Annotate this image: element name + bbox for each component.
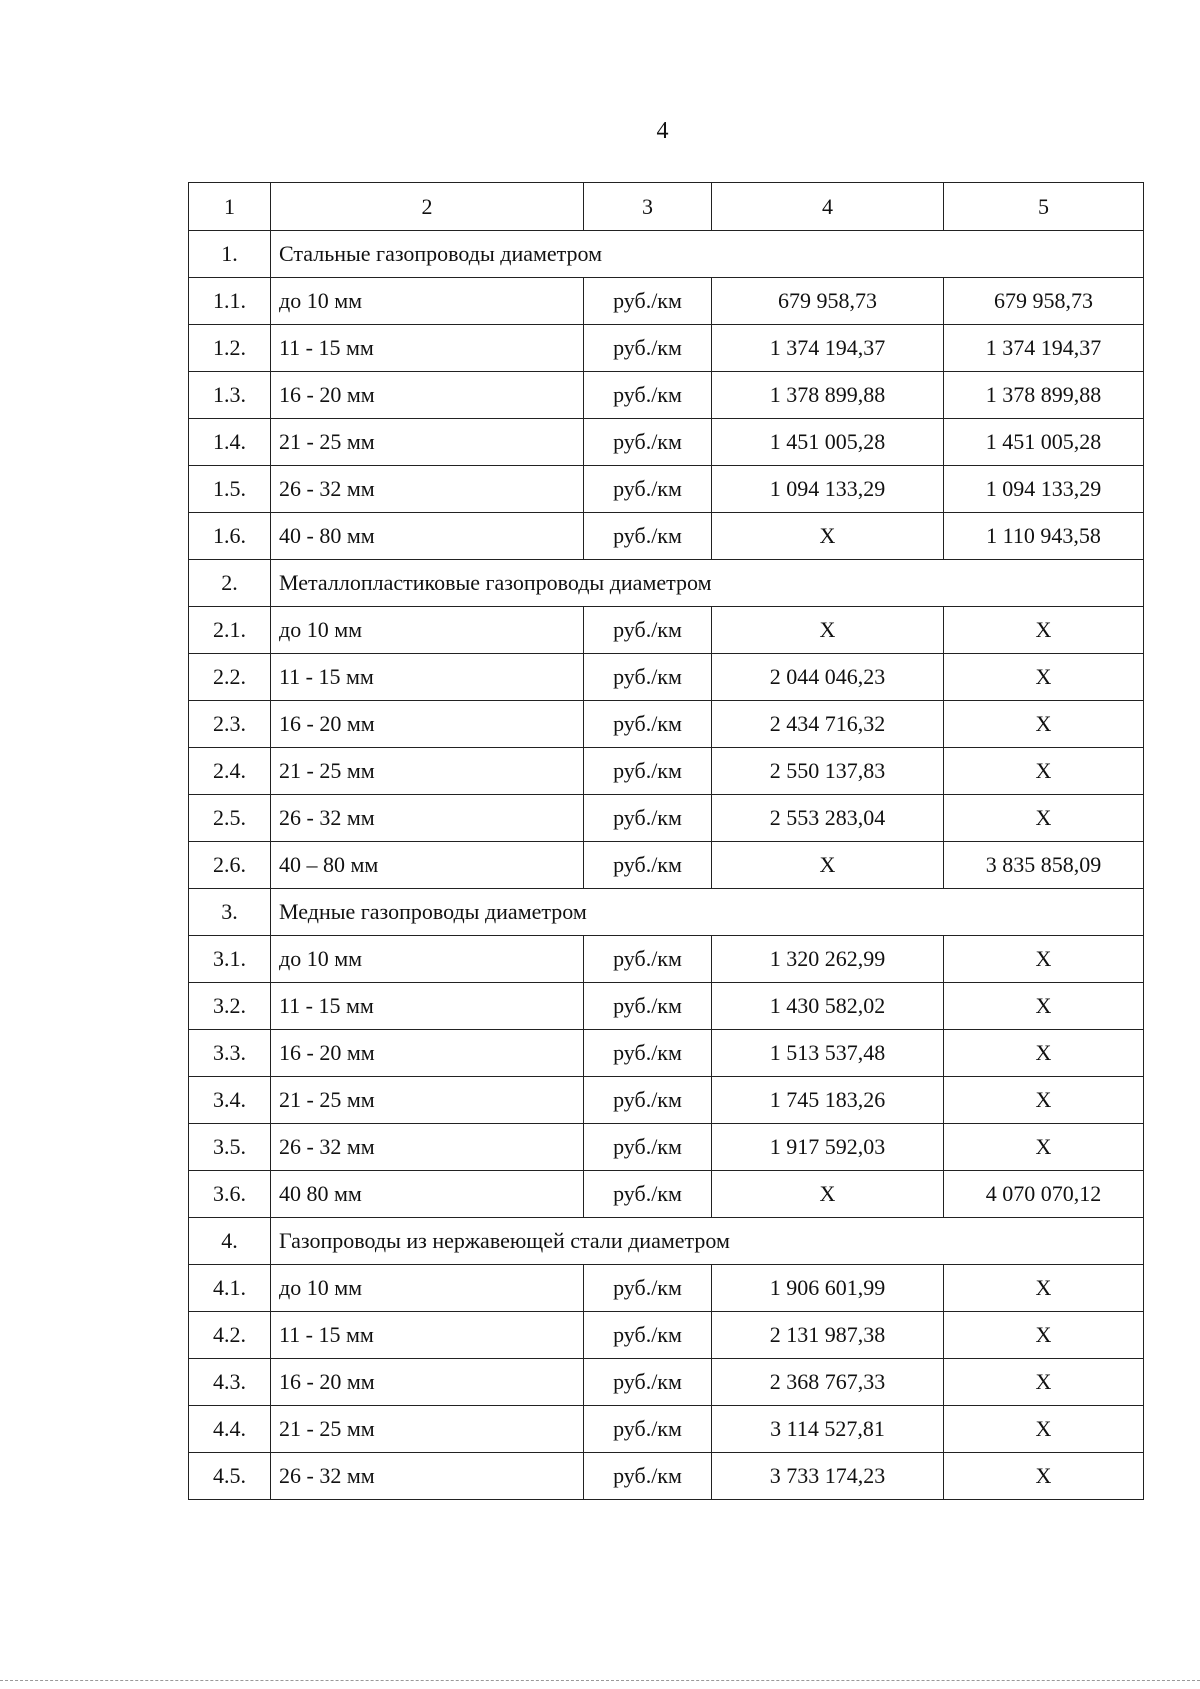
unit: руб./км — [584, 278, 712, 325]
value-col-4: 3 733 174,23 — [712, 1453, 944, 1500]
value-col-4: 2 368 767,33 — [712, 1359, 944, 1406]
section-number: 3. — [189, 889, 271, 936]
value-col-4: 3 114 527,81 — [712, 1406, 944, 1453]
diameter-range: 40 80 мм — [271, 1171, 584, 1218]
diameter-range: 16 - 20 мм — [271, 1359, 584, 1406]
row-number: 1.1. — [189, 278, 271, 325]
diameter-range: 26 - 32 мм — [271, 1124, 584, 1171]
header-cell-4: 4 — [712, 183, 944, 231]
diameter-range: 16 - 20 мм — [271, 701, 584, 748]
table-row — [189, 1030, 1144, 1077]
table-row — [189, 325, 1144, 372]
table-row — [189, 372, 1144, 419]
table-row — [189, 1077, 1144, 1124]
value-col-4: 2 044 046,23 — [712, 654, 944, 701]
value-col-4: 2 553 283,04 — [712, 795, 944, 842]
unit: руб./км — [584, 372, 712, 419]
row-number: 2.5. — [189, 795, 271, 842]
table-row — [189, 795, 1144, 842]
section-number: 2. — [189, 560, 271, 607]
unit: руб./км — [584, 1265, 712, 1312]
diameter-range: 11 - 15 мм — [271, 325, 584, 372]
value-col-5: 1 110 943,58 — [944, 513, 1144, 560]
value-col-5: X — [944, 1030, 1144, 1077]
table-row — [189, 1171, 1144, 1218]
value-col-4: 2 550 137,83 — [712, 748, 944, 795]
table-row — [189, 419, 1144, 466]
unit: руб./км — [584, 419, 712, 466]
value-col-4: X — [712, 1171, 944, 1218]
value-col-4: 1 451 005,28 — [712, 419, 944, 466]
diameter-range: до 10 мм — [271, 1265, 584, 1312]
value-col-4: X — [712, 513, 944, 560]
value-col-4: 1 374 194,37 — [712, 325, 944, 372]
value-col-4: 1 378 899,88 — [712, 372, 944, 419]
unit: руб./км — [584, 1453, 712, 1500]
diameter-range: 11 - 15 мм — [271, 1312, 584, 1359]
table-row — [189, 983, 1144, 1030]
table-row — [189, 278, 1144, 325]
value-col-5: 1 094 133,29 — [944, 466, 1144, 513]
unit: руб./км — [584, 1030, 712, 1077]
diameter-range: 26 - 32 мм — [271, 795, 584, 842]
table-row — [189, 1124, 1144, 1171]
value-col-5: 1 374 194,37 — [944, 325, 1144, 372]
footer-divider — [0, 1680, 1200, 1681]
value-col-4: 1 094 133,29 — [712, 466, 944, 513]
unit: руб./км — [584, 701, 712, 748]
unit: руб./км — [584, 842, 712, 889]
value-col-5: X — [944, 1406, 1144, 1453]
header-cell-1: 1 — [189, 183, 271, 231]
section-title: Стальные газопроводы диаметром — [271, 231, 1144, 278]
table-row — [189, 748, 1144, 795]
row-number: 3.2. — [189, 983, 271, 1030]
value-col-4: 1 513 537,48 — [712, 1030, 944, 1077]
header-cell-5: 5 — [944, 183, 1144, 231]
value-col-4: X — [712, 842, 944, 889]
diameter-range: 26 - 32 мм — [271, 466, 584, 513]
row-number: 4.4. — [189, 1406, 271, 1453]
row-number: 3.1. — [189, 936, 271, 983]
diameter-range: 21 - 25 мм — [271, 748, 584, 795]
value-col-4: 1 917 592,03 — [712, 1124, 944, 1171]
section-row — [189, 560, 1144, 607]
value-col-5: X — [944, 701, 1144, 748]
row-number: 3.3. — [189, 1030, 271, 1077]
row-number: 3.4. — [189, 1077, 271, 1124]
unit: руб./км — [584, 466, 712, 513]
row-number: 2.3. — [189, 701, 271, 748]
value-col-5: X — [944, 1265, 1144, 1312]
unit: руб./км — [584, 983, 712, 1030]
row-number: 2.6. — [189, 842, 271, 889]
table-row — [189, 842, 1144, 889]
row-number: 1.4. — [189, 419, 271, 466]
unit: руб./км — [584, 607, 712, 654]
value-col-5: 3 835 858,09 — [944, 842, 1144, 889]
rates-table-body — [189, 183, 1144, 1500]
value-col-5: X — [944, 1124, 1144, 1171]
value-col-5: X — [944, 795, 1144, 842]
row-number: 1.6. — [189, 513, 271, 560]
diameter-range: 21 - 25 мм — [271, 419, 584, 466]
value-col-5: X — [944, 1077, 1144, 1124]
row-number: 3.6. — [189, 1171, 271, 1218]
row-number: 1.2. — [189, 325, 271, 372]
unit: руб./км — [584, 936, 712, 983]
value-col-5: X — [944, 1453, 1144, 1500]
table-row — [189, 1265, 1144, 1312]
diameter-range: 11 - 15 мм — [271, 983, 584, 1030]
row-number: 2.1. — [189, 607, 271, 654]
unit: руб./км — [584, 654, 712, 701]
value-col-5: X — [944, 1312, 1144, 1359]
value-col-5: 4 070 070,12 — [944, 1171, 1144, 1218]
table-row — [189, 654, 1144, 701]
unit: руб./км — [584, 1171, 712, 1218]
value-col-4: 2 434 716,32 — [712, 701, 944, 748]
value-col-5: X — [944, 654, 1144, 701]
row-number: 3.5. — [189, 1124, 271, 1171]
row-number: 4.2. — [189, 1312, 271, 1359]
section-title: Медные газопроводы диаметром — [271, 889, 1144, 936]
header-cell-2: 2 — [271, 183, 584, 231]
unit: руб./км — [584, 795, 712, 842]
value-col-4: 1 906 601,99 — [712, 1265, 944, 1312]
value-col-4: 1 320 262,99 — [712, 936, 944, 983]
unit: руб./км — [584, 1124, 712, 1171]
unit: руб./км — [584, 325, 712, 372]
table-row — [189, 1453, 1144, 1500]
value-col-5: X — [944, 1359, 1144, 1406]
value-col-4: 679 958,73 — [712, 278, 944, 325]
table-row — [189, 607, 1144, 654]
section-row — [189, 231, 1144, 278]
diameter-range: 16 - 20 мм — [271, 372, 584, 419]
value-col-5: X — [944, 936, 1144, 983]
section-row — [189, 1218, 1144, 1265]
table-row — [189, 936, 1144, 983]
row-number: 2.4. — [189, 748, 271, 795]
diameter-range: до 10 мм — [271, 607, 584, 654]
value-col-5: 1 378 899,88 — [944, 372, 1144, 419]
rates-table — [188, 182, 1144, 1500]
table-row — [189, 1406, 1144, 1453]
table-row — [189, 466, 1144, 513]
section-number: 1. — [189, 231, 271, 278]
row-number: 2.2. — [189, 654, 271, 701]
value-col-4: X — [712, 607, 944, 654]
section-number: 4. — [189, 1218, 271, 1265]
table-row — [189, 513, 1144, 560]
row-number: 1.5. — [189, 466, 271, 513]
row-number: 1.3. — [189, 372, 271, 419]
diameter-range: 16 - 20 мм — [271, 1030, 584, 1077]
row-number: 4.3. — [189, 1359, 271, 1406]
row-number: 4.5. — [189, 1453, 271, 1500]
value-col-5: X — [944, 607, 1144, 654]
diameter-range: 40 – 80 мм — [271, 842, 584, 889]
diameter-range: 21 - 25 мм — [271, 1077, 584, 1124]
page-number: 4 — [656, 118, 669, 144]
unit: руб./км — [584, 1312, 712, 1359]
diameter-range: 11 - 15 мм — [271, 654, 584, 701]
diameter-range: 21 - 25 мм — [271, 1406, 584, 1453]
table-row — [189, 701, 1144, 748]
unit: руб./км — [584, 748, 712, 795]
diameter-range: 40 - 80 мм — [271, 513, 584, 560]
unit: руб./км — [584, 1406, 712, 1453]
table-header-row — [189, 183, 1144, 231]
unit: руб./км — [584, 1359, 712, 1406]
unit: руб./км — [584, 1077, 712, 1124]
diameter-range: до 10 мм — [271, 278, 584, 325]
header-cell-3: 3 — [584, 183, 712, 231]
value-col-5: X — [944, 983, 1144, 1030]
table-row — [189, 1312, 1144, 1359]
section-title: Газопроводы из нержавеющей стали диаметром — [271, 1218, 1144, 1265]
diameter-range: до 10 мм — [271, 936, 584, 983]
diameter-range: 26 - 32 мм — [271, 1453, 584, 1500]
value-col-5: 1 451 005,28 — [944, 419, 1144, 466]
table-row — [189, 1359, 1144, 1406]
value-col-5: 679 958,73 — [944, 278, 1144, 325]
section-row — [189, 889, 1144, 936]
value-col-4: 1 430 582,02 — [712, 983, 944, 1030]
section-title: Металлопластиковые газопроводы диаметром — [271, 560, 1144, 607]
value-col-5: X — [944, 748, 1144, 795]
value-col-4: 1 745 183,26 — [712, 1077, 944, 1124]
value-col-4: 2 131 987,38 — [712, 1312, 944, 1359]
unit: руб./км — [584, 513, 712, 560]
row-number: 4.1. — [189, 1265, 271, 1312]
